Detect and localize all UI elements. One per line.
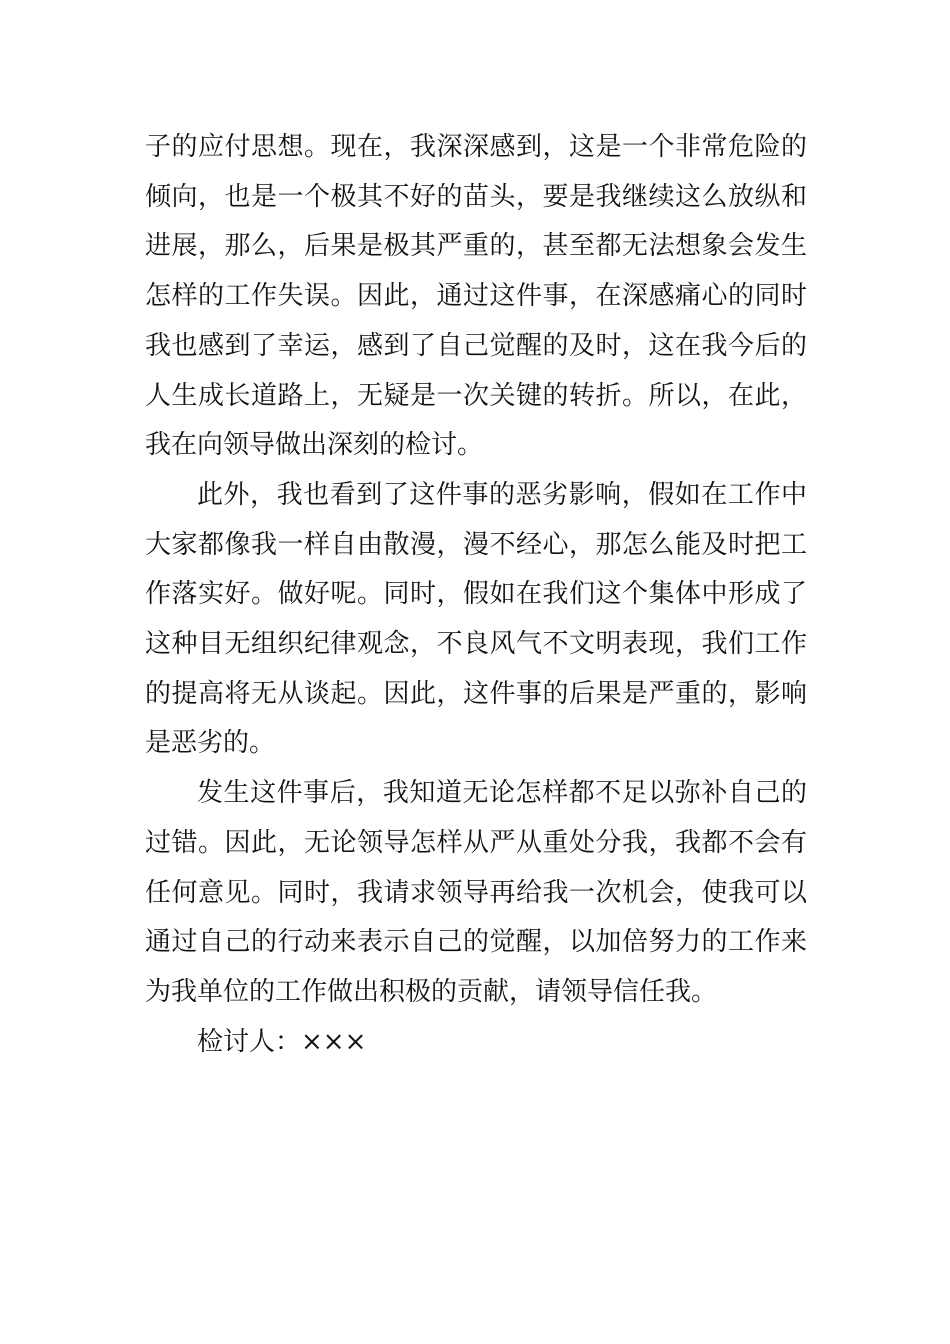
paragraph-3: 发生这件事后，我知道无论怎样都不足以弥补自己的过错。因此，无论领导怎样从严从重处分我，我都不会有任何意见。同时，我请求领导再给我一次机会，使我可以通过自己的行动来表示自己的觉醒，以加倍努力的工作来为我单位的工作做出积极的贡献，请领导信任我。 [145,778,807,1007]
document-page [145,123,807,1067]
signature-line: 检讨人：××× [197,1026,367,1057]
paragraph-1: 子的应付思想。现在，我深深感到，这是一个非常危险的倾向，也是一个极其不好的苗头，要是我继续这么放纵和进展，那么，后果是极其严重的，甚至都无法想象会发生怎样的工作失误。因此，通过这件事，在深感痛心的同时我也感到了幸运，感到了自己觉醒的及时，这在我今后的人生成长道路上，无疑是一次关键的转折。所以，在此，我在向领导做出深刻的检讨。 [145,132,807,461]
paragraph-2: 此外，我也看到了这件事的恶劣影响，假如在工作中大家都像我一样自由散漫，漫不经心，那怎么能及时把工作落实好。做好呢。同时，假如在我们这个集体中形成了这种目无组织纪律观念，不良风气不文明表现，我们工作的提高将无从谈起。因此，这件事的后果是严重的，影响是恶劣的。 [145,479,807,759]
